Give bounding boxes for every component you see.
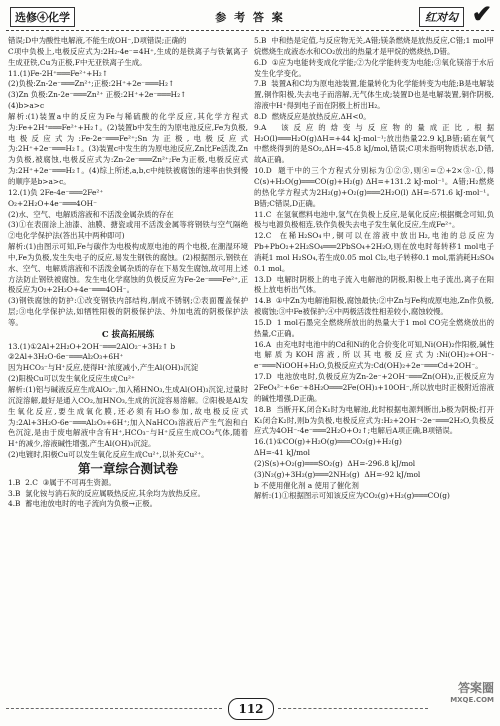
text-line: 11.C 在氢氧燃料电池中,氢气在负极上反应,是氧化反应;根据概念可知,负极与电源负极相连,铁作负极失去电子发生氧化反应,生成Fe²⁺。 bbox=[254, 209, 494, 230]
text-line: 7.B 装置A和C均为原电池装置,能量转化为化学能转变为电能;B是电解装置,铜作阳极,失去电子而溶解,无气体生成;装置D也是电解装置,铜作阴极,溶液中H⁺得到电子而在阴极上析出H₂。 bbox=[254, 79, 494, 111]
text-line: 12.(1)负 2Fe-4e⁻═══2Fe²⁺ bbox=[8, 187, 104, 197]
text-line: (2)电镀时,阳极Cu可以发生氧化反应生成Cu²⁺,以补充Cu²⁺。 bbox=[8, 450, 209, 460]
page-number: 112 bbox=[228, 698, 274, 720]
text-line: 5.B 中和热是定值,与反应物无关,A错;镁条燃烧是放热反应,C错;1 mol甲烷燃烧生成液态水和CO₂放出的热量才是甲烷的燃烧热,D错。 bbox=[254, 36, 494, 56]
text-line: 解析:(1)铝与碱液反应生成AlO₂⁻,加入稀HNO₃,生成Al(OH)₃沉淀,过量时沉淀溶解,最好是通入CO₂,加HNO₃,生成的沉淀容易溶解。②阳极是Al发生氧化反应,要生成氧化膜,还必须有H₂O参加,故电极反应式为:2Al+3H₂O-6e⁻═══Al₂O₃+6H⁺;加入NaHCO₃溶液后产生气泡和白色沉淀,是由于废电解液中含有H⁺,HCO₃⁻与H⁺反应生成CO₂气体,随着H⁺的减少,溶液碱性增强,产生Al(OH)₃沉淀。 bbox=[8, 385, 248, 449]
text-line: 18.B 当断开K,闭合K₁时为电解池,此时根据电源判断出,b极为阴极;打开K₁闭合K₂时,则b为负极,电极反应式为:H₂+2OH⁻-2e⁻═══2H₂O,负极反应式为4OH⁻-4e⁻═══2H₂O+O₂↑;电解后A项正确,B项错误。 bbox=[254, 404, 494, 436]
right-column bbox=[254, 36, 497, 502]
footer-divider bbox=[6, 708, 222, 709]
text-line: (2)负极:Zn-2e⁻═══Zn²⁺;正极:2H⁺+2e⁻═══H₂↑ bbox=[8, 79, 175, 89]
text-line: 16.A 由充电时电池中的Cd和Ni的化合价变化可知,Ni(OH)₂作阳极,碱性电解质为KOH溶液,所以其电极反应式为:Ni(OH)₂+OH⁻-e⁻═══NiOOH+H₂O,负极反应式为:Cd(OH)₂+2e⁻═══Cd+2OH⁻。 bbox=[254, 339, 494, 371]
text-line: 错误;D中为酸性电解液,不能生成OH⁻,D项错误;正确的 bbox=[8, 36, 187, 45]
text-line: 10.D 题干中的三个方程式分别标为①②③,则④=②+2×③-①,得C(s)+H₂O(g)═══CO(g)+H₂(g) ΔH=+131.2 kJ·mol⁻¹。A错;H₂燃烧的热化学方程式为2H₂(g)+O₂(g)═══2H₂O(l) ΔH=-571.6 kJ·mol⁻¹。B错;C错误,D正确。 bbox=[254, 166, 494, 208]
chapter-title: 第一章综合测试卷 bbox=[77, 460, 178, 476]
text-line: (4)b>a>c bbox=[8, 101, 45, 111]
practice-section-title: C 拔高拓展练 bbox=[101, 329, 155, 340]
text-line: 解析:(1)由图示可知,Fe与碳作为电极构成原电池的两个电极,在潮湿环境中,Fe为负极,发生失电子的反应,易发生钢铁的腐蚀。(2)根据图示,钢铁在水、空气、电解质溶液和不活泼金属杂质的存在下易发生腐蚀,故可用上述方法防止钢铁被腐蚀。发生电化学腐蚀的负极反应为Fe-2e⁻═══Fe²⁺,正极反应为O₂+2H₂O+4e⁻═══4OH⁻。 bbox=[8, 242, 248, 295]
text-line: O₂+2H₂O+4e⁻═══4OH⁻ bbox=[8, 198, 98, 208]
page-header bbox=[6, 0, 494, 28]
header-divider bbox=[6, 30, 494, 31]
watermark-url: MXQE.COM bbox=[450, 696, 494, 704]
left-column bbox=[8, 36, 251, 510]
footer-divider bbox=[278, 708, 428, 709]
text-line: (3)钢铁腐蚀的防护:①改变钢铁内部结构,制成不锈钢;②表面覆盖保护层;③电化学保护法,如牺牲阳极的阴极保护法、外加电流的阴极保护法等。 bbox=[8, 296, 248, 327]
text-line: 解析:(1)装置a中的反应为Fe与稀硫酸的化学反应,其化学方程式为:Fe+2H⁺═══Fe²⁺+H₂↑。(2)装置b中发生的为原电池反应,Fe为负极,电极反应式为:Fe-2e⁻═══Fe²⁺;Sn为正极,电极反应式为:2H⁺+2e⁻═══H₂↑。(3)装置c中发生的为原电池反应,Zn比Fe活泼,Zn为负极,被腐蚀,电极反应式为:Zn-2e⁻═══Zn²⁺;Fe为正极,电极反应式为:2H⁺+2e⁻═══H₂↑。(4)综上所述,a,b,c中纯铁被腐蚀的速率由快到慢的顺序是b>a>c。 bbox=[8, 111, 248, 186]
text-line: 1.B 2.C ③属于不可再生资源。 bbox=[8, 477, 116, 487]
text-line: (2)水、空气、电解质溶液和不活泼金属杂质的存在 bbox=[8, 209, 174, 219]
text-line: 因为HCO₃⁻与H⁺反应,使得H⁺浓度减小,产生Al(OH)₃沉淀 bbox=[8, 363, 199, 373]
text-line: 13.D 电解时阴极上的电子流入电解池的阴极,阳极上电子流出,离子在阳极上放电析出气体。 bbox=[254, 274, 494, 295]
page-footer bbox=[0, 698, 500, 720]
text-line: (2)S(s)+O₂(g)═══SO₂(g) ΔH=-296.8 kJ/mol bbox=[254, 458, 416, 468]
text-line: 15.D 1 mol石墨完全燃烧所放出的热量大于1 mol CO完全燃烧放出的热量,C正确。 bbox=[254, 317, 494, 338]
text-line: 8.D 燃烧反应是放热反应,ΔH<0。 bbox=[254, 111, 371, 121]
text-line: 6.D ①应为电能转变成化学能;②为化学能转变为电能;③氧化镁溶于水后发生化学变化。 bbox=[254, 57, 494, 78]
text-line: 17.D 电池放电时,负极反应为Zn-2e⁻+2OH⁻═══Zn(OH)₂,正极反应为2FeO₄²⁻+6e⁻+8H₂O═══2Fe(OH)₃+10OH⁻,所以放电时正极附近溶液的碱性增强,D正确。 bbox=[254, 372, 494, 403]
section-heading: 参 考 答 案 bbox=[215, 11, 285, 24]
text-line: 解析:(1)①根据图示可知该反应为CO₂(g)+H₂(g)═══CO(g) bbox=[254, 491, 450, 501]
text-line: b 不使用催化剂 a 使用了催化剂 bbox=[254, 480, 359, 490]
text-line: ΔH=-41 kJ/mol bbox=[254, 448, 310, 458]
book-title: 选修④化学 bbox=[10, 7, 75, 27]
watermark-text: 答案圈 bbox=[457, 681, 494, 695]
text-line: 9.A 该反应的焓变与反应物的量成正比,根据H₂O(l)═══H₂O(g)ΔH=+44 kJ·mol⁻¹;放出热量22.9 kJ,B错;硫在氧气中燃烧得到的是SO₂,ΔH=-45.8 kJ/mol,错误;C项未指明物质状态,D错,故A正确。 bbox=[254, 122, 494, 165]
text-line: 11.(1)Fe-2H⁺═══Fe²⁺+H₂↑ bbox=[8, 68, 108, 78]
text-line: 16.(1)①CO(g)+H₂O(g)═══CO₂(g)+H₂(g) bbox=[254, 437, 402, 447]
text-line: (3)①在表面涂上油漆、油膜、搪瓷或用不活泼金属等将钢铁与空气隔绝 ②电化学保护法(答出其中两种即可) bbox=[8, 220, 251, 241]
text-line: C项中负极上,电极反应式为:2H₂-4e⁻=4H⁺,生成的是铁离子与铁氰离子生成亚铁,Cu为正极,F中无亚铁离子生成。 bbox=[8, 46, 248, 67]
checkmark-icon: ✔ bbox=[471, 0, 492, 28]
text-line: 13.(1)①2Al+2H₂O+2OH⁻═══2AlO₂⁻+3H₂↑ b bbox=[8, 341, 176, 351]
text-line: 4.B 蓄电池放电时的电子流向为负极→正极。 bbox=[8, 499, 158, 509]
text-line: (2)阳极Cu可以发生氧化反应生成Cu²⁺ bbox=[8, 374, 135, 384]
text-line: 3.B 氯化铵与消石灰的反应属吸热反应,其余均为放热反应。 bbox=[8, 488, 205, 498]
watermark-logo bbox=[450, 682, 494, 706]
text-line: (3)N₂(g)+3H₂(g)═══2NH₃(g) ΔH=-92 kJ/mol bbox=[254, 469, 421, 479]
text-line: (3)Zn 负极:Zn-2e⁻═══Zn²⁺ 正极:2H⁺+2e⁻═══H₂↑ bbox=[8, 90, 187, 100]
brand-logo: 红对勾 bbox=[419, 7, 464, 27]
text-line: ②2Al+3H₂O-6e⁻═══Al₂O₃+6H⁺ bbox=[8, 352, 124, 362]
text-line: 12.C 在稀H₂SO₄中,铜可以在溶液中放出H₂,电池的总反应为Pb+PbO₂+2H₂SO₄═══2PbSO₄+2H₂O,则在放电时每转移1 mol电子消耗1 mol H₂SO₄,若生成0.05 mol Cl₂,电子转移0.1 mol,需消耗H₂SO₄ 0.1 mol。 bbox=[254, 231, 497, 273]
text-line: 14.B ①中Zn为电解池阳极,腐蚀最快;②中Zn与Fe构成原电池,Zn作负极,被腐蚀;③中Fe被保护;④中两极活泼性相差较小,腐蚀较慢。 bbox=[254, 296, 494, 317]
